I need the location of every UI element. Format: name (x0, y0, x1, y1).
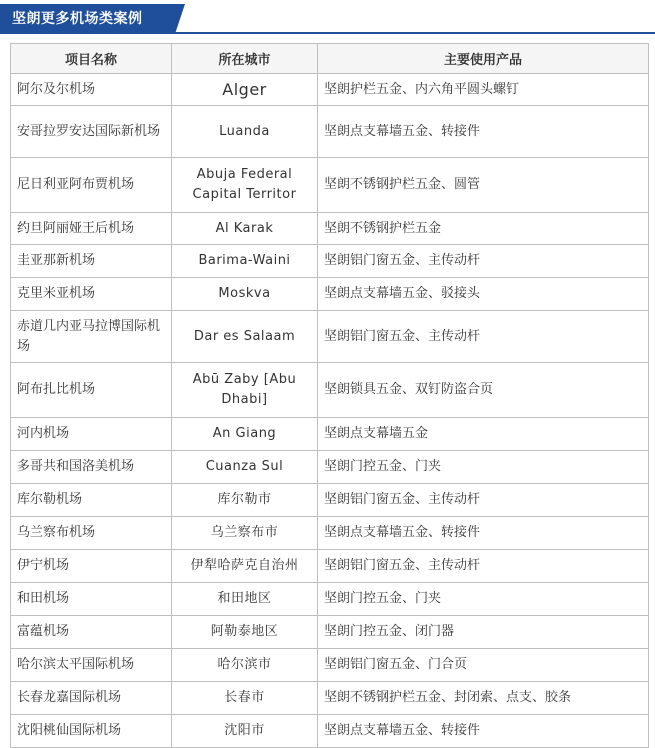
cell-city: 乌兰察布市 (172, 517, 318, 550)
section-title: 坚朗更多机场类案例 (12, 11, 143, 27)
cell-project-name: 阿尔及尔机场 (11, 74, 172, 106)
cell-city: 沈阳市 (172, 715, 318, 748)
header-products: 主要使用产品 (318, 44, 649, 74)
table-row (11, 158, 649, 213)
cell-project-name: 河内机场 (11, 418, 172, 451)
cell-products: 坚朗铝门窗五金、主传动杆 (318, 311, 649, 363)
cell-products: 坚朗门控五金、闭门器 (318, 616, 649, 649)
cell-city: Abuja Federal Capital Territor (172, 158, 318, 213)
table-row (11, 418, 649, 451)
table-row (11, 715, 649, 748)
cell-project-name: 阿布扎比机场 (11, 363, 172, 418)
cell-city: Moskva (172, 278, 318, 311)
cell-products: 坚朗铝门窗五金、主传动杆 (318, 484, 649, 517)
section-title-bar (0, 4, 655, 34)
table-row (11, 213, 649, 245)
table-row (11, 583, 649, 616)
cell-city: Abū Zaby [Abu Dhabi] (172, 363, 318, 418)
cell-products: 坚朗点支幕墙五金、转接件 (318, 106, 649, 158)
table-row (11, 278, 649, 311)
cell-project-name: 安哥拉罗安达国际新机场 (11, 106, 172, 158)
cell-products: 坚朗门控五金、门夹 (318, 583, 649, 616)
table-row (11, 106, 649, 158)
cell-city: An Giang (172, 418, 318, 451)
cell-products: 坚朗铝门窗五金、主传动杆 (318, 550, 649, 583)
cell-city: 长春市 (172, 682, 318, 715)
cell-products: 坚朗铝门窗五金、门合页 (318, 649, 649, 682)
cell-city: Al Karak (172, 213, 318, 245)
cell-products: 坚朗不锈钢护栏五金 (318, 213, 649, 245)
airport-cases-table (10, 43, 649, 748)
cell-city: Cuanza Sul (172, 451, 318, 484)
cell-project-name: 长春龙嘉国际机场 (11, 682, 172, 715)
table-row (11, 682, 649, 715)
cell-products: 坚朗铝门窗五金、主传动杆 (318, 245, 649, 278)
cell-project-name: 乌兰察布机场 (11, 517, 172, 550)
cell-city: 哈尔滨市 (172, 649, 318, 682)
cell-project-name: 约旦阿丽娅王后机场 (11, 213, 172, 245)
table-row (11, 484, 649, 517)
table-row (11, 616, 649, 649)
cell-products: 坚朗点支幕墙五金、转接件 (318, 517, 649, 550)
cell-products: 坚朗门控五金、门夹 (318, 451, 649, 484)
table-row (11, 550, 649, 583)
table-row (11, 311, 649, 363)
table-row (11, 517, 649, 550)
cell-products: 坚朗不锈钢护栏五金、圆管 (318, 158, 649, 213)
cell-products: 坚朗不锈钢护栏五金、封闭索、点支、胶条 (318, 682, 649, 715)
cell-city: Alger (172, 74, 318, 106)
header-project-name: 项目名称 (11, 44, 172, 74)
cell-project-name: 克里米亚机场 (11, 278, 172, 311)
table-row (11, 245, 649, 278)
cell-products: 坚朗点支幕墙五金、转接件 (318, 715, 649, 748)
cell-project-name: 赤道几内亚马拉博国际机场 (11, 311, 172, 363)
table-header-row (11, 44, 649, 74)
cell-city: 阿勒泰地区 (172, 616, 318, 649)
cell-products: 坚朗点支幕墙五金、驳接头 (318, 278, 649, 311)
cell-project-name: 多哥共和国洛美机场 (11, 451, 172, 484)
cell-project-name: 哈尔滨太平国际机场 (11, 649, 172, 682)
cell-city: Dar es Salaam (172, 311, 318, 363)
table-row (11, 649, 649, 682)
table-row (11, 451, 649, 484)
cell-project-name: 沈阳桃仙国际机场 (11, 715, 172, 748)
cell-project-name: 富蕴机场 (11, 616, 172, 649)
cell-city: 和田地区 (172, 583, 318, 616)
table-row (11, 363, 649, 418)
cell-city: 伊犁哈萨克自治州 (172, 550, 318, 583)
title-slant-decoration (175, 4, 185, 34)
cell-city: Barima-Waini (172, 245, 318, 278)
cell-project-name: 伊宁机场 (11, 550, 172, 583)
cell-city: Luanda (172, 106, 318, 158)
cell-products: 坚朗护栏五金、内六角平圆头螺钉 (318, 74, 649, 106)
cell-project-name: 库尔勒机场 (11, 484, 172, 517)
cell-project-name: 尼日利亚阿布贾机场 (11, 158, 172, 213)
cell-products: 坚朗锁具五金、双钉防盗合页 (318, 363, 649, 418)
cell-project-name: 和田机场 (11, 583, 172, 616)
cell-products: 坚朗点支幕墙五金 (318, 418, 649, 451)
header-city: 所在城市 (172, 44, 318, 74)
table-row (11, 74, 649, 106)
cell-city: 库尔勒市 (172, 484, 318, 517)
cell-project-name: 圭亚那新机场 (11, 245, 172, 278)
